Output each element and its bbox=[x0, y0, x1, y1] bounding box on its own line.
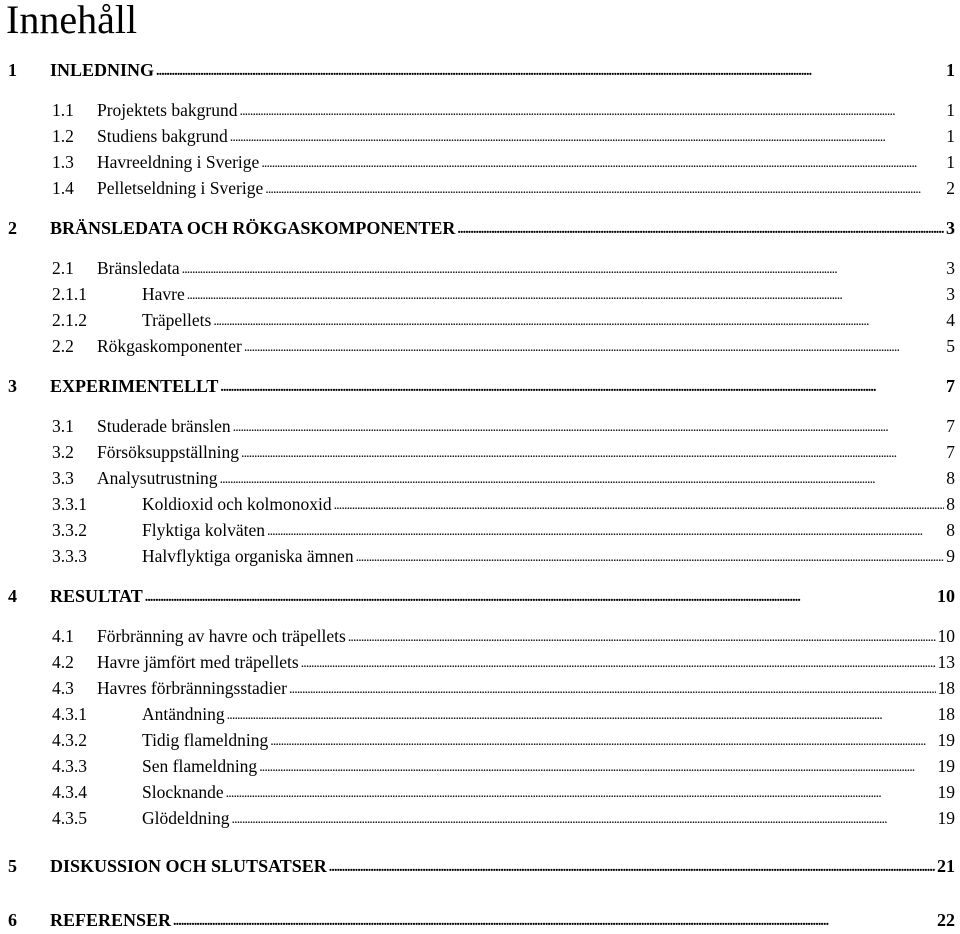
toc-entry-label: Tidig flameldning bbox=[142, 730, 269, 750]
toc-entry-page-number: 9 bbox=[946, 546, 955, 566]
toc-entry-number: 5 bbox=[8, 856, 17, 876]
toc-entry-number: 4.3.3 bbox=[52, 756, 87, 776]
toc-entry-number: 3.2 bbox=[52, 442, 74, 462]
toc-dot-leader bbox=[348, 625, 936, 646]
toc-entry[interactable] bbox=[0, 546, 955, 570]
toc-entry-number: 3.3.1 bbox=[52, 494, 87, 514]
toc-entry-page-number: 19 bbox=[937, 730, 955, 750]
toc-entry-page-number: 22 bbox=[937, 910, 955, 930]
toc-dot-leader bbox=[226, 781, 936, 802]
toc-entry[interactable] bbox=[0, 756, 955, 780]
toc-entry-label: EXPERIMENTELLT bbox=[50, 376, 219, 396]
toc-entry[interactable] bbox=[0, 704, 955, 728]
toc-entry-number: 3.3.2 bbox=[52, 520, 87, 540]
toc-entry-label: Analysutrustning bbox=[97, 468, 218, 488]
toc-dot-leader bbox=[244, 335, 944, 356]
toc-entry-number: 1 bbox=[8, 60, 17, 80]
toc-entry-number: 1.3 bbox=[52, 152, 74, 172]
toc-entry[interactable] bbox=[0, 678, 955, 702]
toc-entry-label: Slocknande bbox=[142, 782, 224, 802]
toc-entry[interactable] bbox=[0, 586, 955, 610]
toc-entry-page-number: 18 bbox=[937, 678, 955, 698]
toc-entry-page-number: 7 bbox=[946, 442, 955, 462]
toc-entry-number: 4.3.4 bbox=[52, 782, 87, 802]
toc-entry-page-number: 3 bbox=[946, 258, 955, 278]
toc-entry[interactable] bbox=[0, 126, 955, 150]
toc-entry-number: 2.1 bbox=[52, 258, 74, 278]
toc-dot-leader bbox=[233, 415, 945, 436]
toc-entry-page-number: 10 bbox=[937, 586, 955, 606]
toc-entry-number: 1.2 bbox=[52, 126, 74, 146]
toc-entry-label: RESULTAT bbox=[50, 586, 143, 606]
toc-entry-label: Studiens bakgrund bbox=[97, 126, 228, 146]
toc-dot-leader bbox=[220, 375, 944, 396]
toc-entry-page-number: 5 bbox=[946, 336, 955, 356]
toc-entry-page-number: 3 bbox=[946, 284, 955, 304]
toc-entry-page-number: 4 bbox=[946, 310, 955, 330]
toc-entry-page-number: 1 bbox=[946, 126, 955, 146]
toc-entry[interactable] bbox=[0, 856, 955, 880]
toc-entry[interactable] bbox=[0, 152, 955, 176]
toc-entry[interactable] bbox=[0, 730, 955, 754]
toc-dot-leader bbox=[265, 177, 944, 198]
toc-entry-label: Försöksuppställning bbox=[97, 442, 239, 462]
toc-entry-label: REFERENSER bbox=[50, 910, 172, 930]
toc-dot-leader bbox=[213, 309, 944, 330]
toc-entry-label: DISKUSSION OCH SLUTSATSER bbox=[50, 856, 327, 876]
toc-entry[interactable] bbox=[0, 910, 955, 934]
toc-entry-number: 4.1 bbox=[52, 626, 74, 646]
toc-dot-leader bbox=[239, 99, 944, 120]
toc-entry-number: 3.3.3 bbox=[52, 546, 87, 566]
toc-dot-leader bbox=[145, 585, 935, 606]
toc-entry[interactable] bbox=[0, 310, 955, 334]
toc-entry-page-number: 13 bbox=[937, 652, 955, 672]
toc-entry-label: Flyktiga kolväten bbox=[142, 520, 265, 540]
toc-entry-number: 1.4 bbox=[52, 178, 74, 198]
toc-entry[interactable] bbox=[0, 808, 955, 832]
toc-entry-number: 2.1.2 bbox=[52, 310, 87, 330]
toc-entry-label: Glödeldning bbox=[142, 808, 230, 828]
toc-entry-number: 4 bbox=[8, 586, 17, 606]
toc-entry-page-number: 19 bbox=[937, 756, 955, 776]
toc-entry[interactable] bbox=[0, 178, 955, 202]
toc-entry-page-number: 8 bbox=[946, 520, 955, 540]
toc-entry-page-number: 19 bbox=[937, 782, 955, 802]
toc-entry-number: 2.2 bbox=[52, 336, 74, 356]
toc-entry-label: Träpellets bbox=[142, 310, 212, 330]
toc-dot-leader bbox=[457, 217, 944, 238]
toc-entry[interactable] bbox=[0, 218, 955, 242]
toc-entry-page-number: 1 bbox=[946, 60, 955, 80]
toc-entry-page-number: 8 bbox=[946, 494, 955, 514]
toc-entry-number: 3.3 bbox=[52, 468, 74, 488]
toc-entry-number: 4.2 bbox=[52, 652, 74, 672]
toc-dot-leader bbox=[270, 729, 935, 750]
toc-entry-page-number: 7 bbox=[946, 376, 955, 396]
toc-entry-page-number: 10 bbox=[937, 626, 955, 646]
toc-dot-leader bbox=[329, 855, 935, 876]
toc-entry-label: Havre bbox=[142, 284, 185, 304]
toc-dot-leader bbox=[241, 441, 944, 462]
toc-entry-label: Förbränning av havre och träpellets bbox=[97, 626, 346, 646]
toc-entry-number: 4.3.5 bbox=[52, 808, 87, 828]
toc-entry-number: 4.3.2 bbox=[52, 730, 87, 750]
toc-entry[interactable] bbox=[0, 626, 955, 650]
toc-entry-label: Halvflyktiga organiska ämnen bbox=[142, 546, 354, 566]
toc-entry-label: INLEDNING bbox=[50, 60, 155, 80]
toc-dot-leader bbox=[267, 519, 944, 540]
toc-entry-label: Antändning bbox=[142, 704, 225, 724]
toc-entry-label: Sen flameldning bbox=[142, 756, 258, 776]
toc-entry[interactable] bbox=[0, 468, 955, 492]
toc-entry-page-number: 3 bbox=[946, 218, 955, 238]
toc-entry-page-number: 1 bbox=[946, 100, 955, 120]
toc-entry-number: 1.1 bbox=[52, 100, 74, 120]
toc-entry[interactable] bbox=[0, 60, 955, 84]
toc-dot-leader bbox=[334, 493, 945, 514]
toc-entry-page-number: 19 bbox=[937, 808, 955, 828]
toc-entry-label: Koldioxid och kolmonoxid bbox=[142, 494, 332, 514]
page-title: Innehåll bbox=[6, 0, 138, 42]
toc-dot-leader bbox=[259, 755, 935, 776]
toc-dot-leader bbox=[220, 467, 945, 488]
toc-entry-number: 4.3.1 bbox=[52, 704, 87, 724]
toc-dot-leader bbox=[173, 909, 935, 930]
toc-entry-label: Havreeldning i Sverige bbox=[97, 152, 260, 172]
toc-dot-leader bbox=[227, 703, 936, 724]
toc-entry-page-number: 21 bbox=[937, 856, 955, 876]
toc-entry[interactable] bbox=[0, 258, 955, 282]
toc-entry-label: Studerade bränslen bbox=[97, 416, 231, 436]
toc-dot-leader bbox=[301, 651, 936, 672]
toc-dot-leader bbox=[356, 545, 945, 566]
toc-entry[interactable] bbox=[0, 284, 955, 308]
toc-dot-leader bbox=[289, 677, 935, 698]
toc-dot-leader bbox=[230, 125, 944, 146]
toc-dot-leader bbox=[261, 151, 944, 172]
toc-entry[interactable] bbox=[0, 416, 955, 440]
toc-entry-number: 6 bbox=[8, 910, 17, 930]
toc-entry-number: 3 bbox=[8, 376, 17, 396]
toc-entry-page-number: 8 bbox=[946, 468, 955, 488]
toc-entry-label: Havre jämfört med träpellets bbox=[97, 652, 299, 672]
toc-entry-label: Projektets bakgrund bbox=[97, 100, 238, 120]
toc-entry-page-number: 1 bbox=[946, 152, 955, 172]
toc-entry[interactable] bbox=[0, 520, 955, 544]
toc-entry-page-number: 2 bbox=[946, 178, 955, 198]
toc-entry[interactable] bbox=[0, 652, 955, 676]
toc-entry-number: 4.3 bbox=[52, 678, 74, 698]
toc-entry-page-number: 7 bbox=[946, 416, 955, 436]
toc-entry-label: BRÄNSLEDATA OCH RÖKGASKOMPONENTER bbox=[50, 218, 456, 238]
toc-dot-leader bbox=[187, 283, 944, 304]
toc-entry-label: Havres förbränningsstadier bbox=[97, 678, 288, 698]
toc-entry-label: Pelletseldning i Sverige bbox=[97, 178, 264, 198]
toc-entry[interactable] bbox=[0, 376, 955, 400]
toc-dot-leader bbox=[156, 59, 944, 80]
toc-entry[interactable] bbox=[0, 442, 955, 466]
toc-entry-number: 2 bbox=[8, 218, 17, 238]
toc-dot-leader bbox=[182, 257, 945, 278]
toc-entry[interactable] bbox=[0, 336, 955, 360]
toc-entry-page-number: 18 bbox=[937, 704, 955, 724]
toc-dot-leader bbox=[232, 807, 936, 828]
toc-entry[interactable] bbox=[0, 100, 955, 124]
toc-entry-label: Bränsledata bbox=[97, 258, 180, 278]
toc-entry[interactable] bbox=[0, 782, 955, 806]
toc-entry-label: Rökgaskomponenter bbox=[97, 336, 242, 356]
toc-entry-number: 3.1 bbox=[52, 416, 74, 436]
toc-entry[interactable] bbox=[0, 494, 955, 518]
toc-entry-number: 2.1.1 bbox=[52, 284, 87, 304]
